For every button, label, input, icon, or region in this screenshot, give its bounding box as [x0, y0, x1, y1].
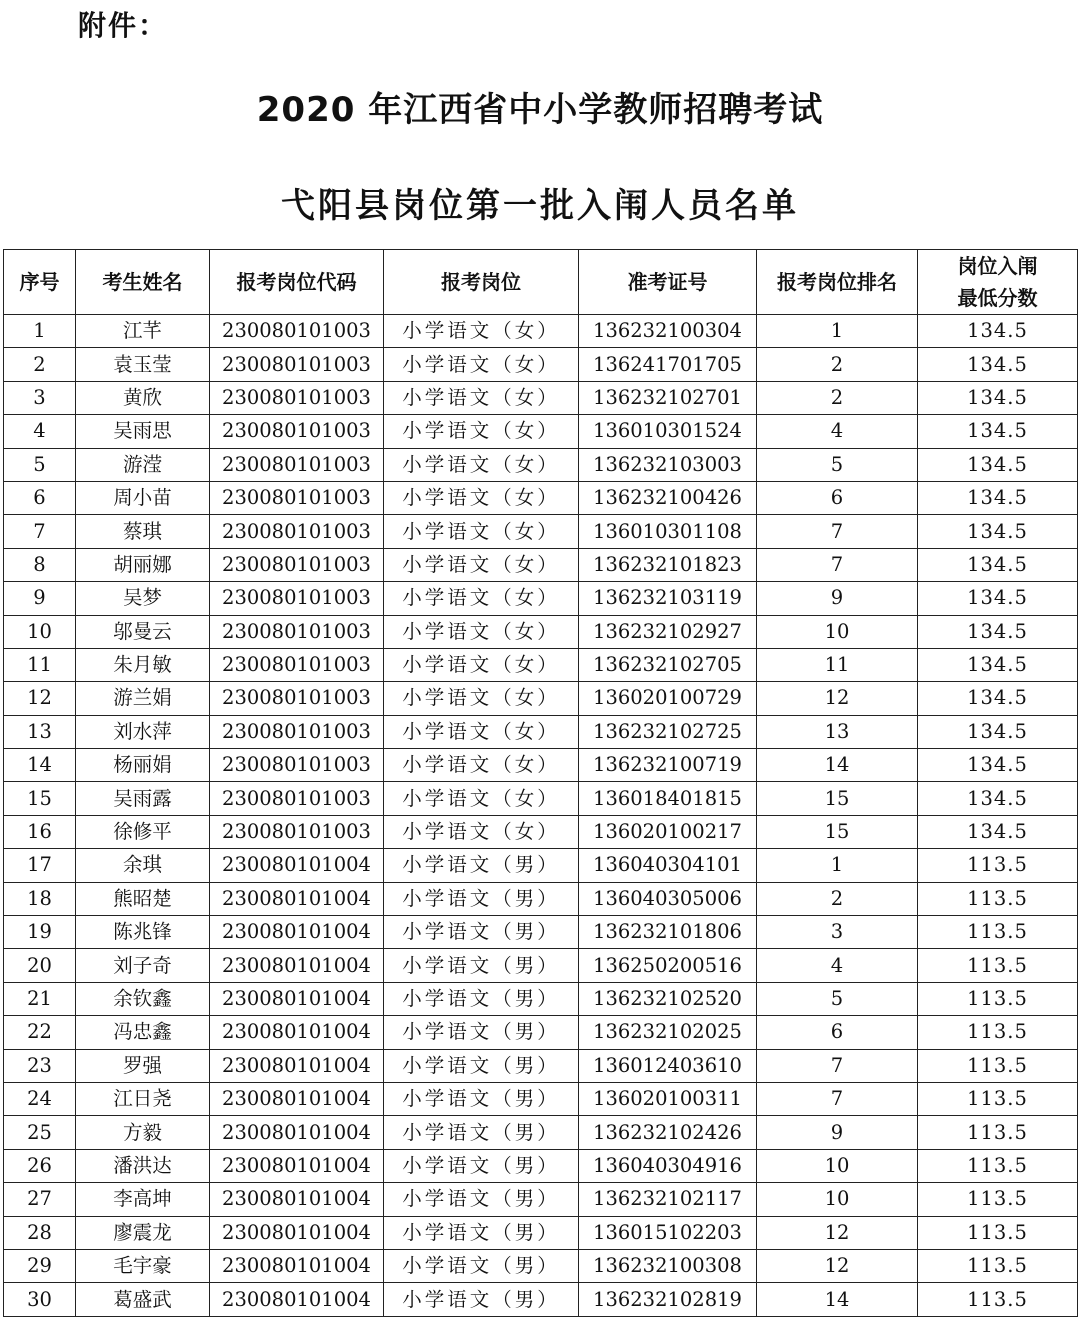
table-row: [4, 949, 1078, 982]
cell-min-score: 134.5: [918, 481, 1078, 514]
cell-name: 廖震龙: [76, 1216, 210, 1249]
table-row: [4, 1116, 1078, 1149]
cell-min-score: 113.5: [918, 1183, 1078, 1216]
table-row: [4, 582, 1078, 615]
cell-ticket-number: 136232102701: [579, 381, 757, 414]
table-row: [4, 715, 1078, 748]
cell-min-score: 113.5: [918, 1283, 1078, 1316]
cell-ticket-number: 136015102203: [579, 1216, 757, 1249]
cell-name: 吴雨思: [76, 415, 210, 448]
cell-name: 余琪: [76, 849, 210, 882]
cell-index: 23: [4, 1049, 76, 1082]
cell-index: 8: [4, 548, 76, 581]
column-header-index: 序号: [4, 250, 76, 315]
cell-ticket-number: 136232102819: [579, 1283, 757, 1316]
cell-ticket-number: 136232102025: [579, 1016, 757, 1049]
cell-index: 1: [4, 315, 76, 348]
document-subtitle: 弋阳县岗位第一批入闱人员名单: [281, 186, 799, 226]
cell-position: 小学语文（男）: [384, 1216, 579, 1249]
cell-min-score: 134.5: [918, 515, 1078, 548]
column-header-min-score-line2: 最低分数: [957, 286, 1038, 310]
cell-index: 24: [4, 1082, 76, 1115]
cell-rank: 10: [757, 1149, 918, 1182]
cell-rank: 7: [757, 515, 918, 548]
cell-position: 小学语文（男）: [384, 982, 579, 1015]
cell-index: 11: [4, 648, 76, 681]
cell-position-code: 230080101004: [210, 1082, 384, 1115]
table-row: [4, 348, 1078, 381]
cell-ticket-number: 136232103119: [579, 582, 757, 615]
cell-min-score: 134.5: [918, 648, 1078, 681]
table-row: [4, 1049, 1078, 1082]
cell-name: 方毅: [76, 1116, 210, 1149]
cell-name: 胡丽娜: [76, 548, 210, 581]
cell-position-code: 230080101004: [210, 949, 384, 982]
cell-position: 小学语文（女）: [384, 682, 579, 715]
cell-min-score: 113.5: [918, 982, 1078, 1015]
cell-rank: 4: [757, 415, 918, 448]
table-row: [4, 315, 1078, 348]
table-header-row: [4, 250, 1078, 315]
cell-index: 27: [4, 1183, 76, 1216]
table-row: [4, 381, 1078, 414]
cell-name: 吴雨露: [76, 782, 210, 815]
cell-position-code: 230080101003: [210, 515, 384, 548]
cell-rank: 14: [757, 1283, 918, 1316]
cell-ticket-number: 136010301108: [579, 515, 757, 548]
cell-index: 22: [4, 1016, 76, 1049]
cell-min-score: 134.5: [918, 615, 1078, 648]
cell-position-code: 230080101004: [210, 916, 384, 949]
cell-position-code: 230080101003: [210, 315, 384, 348]
cell-ticket-number: 136232100308: [579, 1249, 757, 1282]
cell-index: 14: [4, 749, 76, 782]
cell-position: 小学语文（女）: [384, 782, 579, 815]
cell-ticket-number: 136232103003: [579, 448, 757, 481]
column-header-min-score: [918, 250, 1078, 315]
cell-name: 冯忠鑫: [76, 1016, 210, 1049]
cell-name: 陈兆锋: [76, 916, 210, 949]
cell-min-score: 134.5: [918, 815, 1078, 848]
cell-min-score: 113.5: [918, 1216, 1078, 1249]
cell-position: 小学语文（男）: [384, 949, 579, 982]
cell-rank: 4: [757, 949, 918, 982]
cell-min-score: 134.5: [918, 448, 1078, 481]
cell-rank: 9: [757, 1116, 918, 1149]
cell-min-score: 113.5: [918, 1149, 1078, 1182]
cell-ticket-number: 136040304916: [579, 1149, 757, 1182]
table-row: [4, 682, 1078, 715]
cell-ticket-number: 136040305006: [579, 882, 757, 915]
cell-rank: 6: [757, 481, 918, 514]
cell-position-code: 230080101003: [210, 415, 384, 448]
cell-index: 30: [4, 1283, 76, 1316]
cell-ticket-number: 136232101806: [579, 916, 757, 949]
cell-position-code: 230080101003: [210, 481, 384, 514]
cell-ticket-number: 136250200516: [579, 949, 757, 982]
cell-name: 毛宇豪: [76, 1249, 210, 1282]
cell-ticket-number: 136232102520: [579, 982, 757, 1015]
cell-name: 余钦鑫: [76, 982, 210, 1015]
cell-name: 游滢: [76, 448, 210, 481]
cell-min-score: 113.5: [918, 882, 1078, 915]
table-row: [4, 916, 1078, 949]
cell-position: 小学语文（男）: [384, 916, 579, 949]
cell-index: 10: [4, 615, 76, 648]
table-row: [4, 1149, 1078, 1182]
cell-rank: 10: [757, 1183, 918, 1216]
cell-index: 16: [4, 815, 76, 848]
cell-rank: 12: [757, 1249, 918, 1282]
table-row: [4, 1249, 1078, 1282]
cell-rank: 11: [757, 648, 918, 681]
cell-min-score: 113.5: [918, 1249, 1078, 1282]
cell-index: 17: [4, 849, 76, 882]
cell-index: 9: [4, 582, 76, 615]
cell-min-score: 134.5: [918, 749, 1078, 782]
cell-position-code: 230080101004: [210, 1249, 384, 1282]
cell-position-code: 230080101003: [210, 582, 384, 615]
cell-index: 13: [4, 715, 76, 748]
cell-index: 28: [4, 1216, 76, 1249]
cell-name: 朱月敏: [76, 648, 210, 681]
cell-position: 小学语文（男）: [384, 1049, 579, 1082]
cell-rank: 7: [757, 1082, 918, 1115]
column-header-min-score-line1: 岗位入闱: [957, 254, 1038, 278]
cell-index: 4: [4, 415, 76, 448]
cell-position-code: 230080101003: [210, 749, 384, 782]
cell-position-code: 230080101003: [210, 782, 384, 815]
cell-rank: 15: [757, 782, 918, 815]
cell-min-score: 113.5: [918, 1049, 1078, 1082]
cell-min-score: 113.5: [918, 849, 1078, 882]
cell-ticket-number: 136232101823: [579, 548, 757, 581]
cell-ticket-number: 136012403610: [579, 1049, 757, 1082]
cell-name: 葛盛武: [76, 1283, 210, 1316]
cell-name: 刘水萍: [76, 715, 210, 748]
table-row: [4, 1082, 1078, 1115]
attachment-label: 附件：: [78, 9, 169, 42]
table-row: [4, 415, 1078, 448]
cell-name: 吴梦: [76, 582, 210, 615]
cell-name: 江日尧: [76, 1082, 210, 1115]
cell-position: 小学语文（男）: [384, 1082, 579, 1115]
cell-name: 杨丽娟: [76, 749, 210, 782]
cell-rank: 10: [757, 615, 918, 648]
cell-min-score: 134.5: [918, 715, 1078, 748]
cell-position: 小学语文（女）: [384, 648, 579, 681]
cell-ticket-number: 136232102725: [579, 715, 757, 748]
cell-rank: 15: [757, 815, 918, 848]
cell-position-code: 230080101003: [210, 682, 384, 715]
cell-rank: 2: [757, 882, 918, 915]
cell-ticket-number: 136020100217: [579, 815, 757, 848]
cell-index: 20: [4, 949, 76, 982]
cell-min-score: 113.5: [918, 1016, 1078, 1049]
cell-rank: 12: [757, 682, 918, 715]
cell-index: 5: [4, 448, 76, 481]
cell-position-code: 230080101004: [210, 1116, 384, 1149]
cell-position-code: 230080101004: [210, 1149, 384, 1182]
cell-min-score: 134.5: [918, 782, 1078, 815]
cell-name: 熊昭楚: [76, 882, 210, 915]
cell-position-code: 230080101003: [210, 448, 384, 481]
table-row: [4, 481, 1078, 514]
table-row: [4, 648, 1078, 681]
cell-rank: 3: [757, 916, 918, 949]
cell-min-score: 134.5: [918, 582, 1078, 615]
cell-position: 小学语文（女）: [384, 448, 579, 481]
cell-rank: 5: [757, 448, 918, 481]
cell-ticket-number: 136232102705: [579, 648, 757, 681]
cell-ticket-number: 136020100729: [579, 682, 757, 715]
cell-index: 6: [4, 481, 76, 514]
cell-name: 黄欣: [76, 381, 210, 414]
cell-rank: 1: [757, 849, 918, 882]
cell-ticket-number: 136232100426: [579, 481, 757, 514]
cell-position: 小学语文（女）: [384, 815, 579, 848]
cell-rank: 12: [757, 1216, 918, 1249]
cell-name: 徐修平: [76, 815, 210, 848]
cell-rank: 7: [757, 1049, 918, 1082]
cell-position-code: 230080101003: [210, 548, 384, 581]
cell-rank: 2: [757, 381, 918, 414]
cell-position-code: 230080101004: [210, 1183, 384, 1216]
table-row: [4, 615, 1078, 648]
cell-name: 刘子奇: [76, 949, 210, 982]
table-row: [4, 1216, 1078, 1249]
table-row: [4, 882, 1078, 915]
cell-position: 小学语文（男）: [384, 1283, 579, 1316]
column-header-rank: 报考岗位排名: [757, 250, 918, 315]
table-row: [4, 1016, 1078, 1049]
cell-position: 小学语文（男）: [384, 1116, 579, 1149]
cell-min-score: 134.5: [918, 415, 1078, 448]
cell-ticket-number: 136010301524: [579, 415, 757, 448]
cell-index: 18: [4, 882, 76, 915]
table-row: [4, 1183, 1078, 1216]
cell-position-code: 230080101003: [210, 381, 384, 414]
cell-min-score: 113.5: [918, 916, 1078, 949]
cell-ticket-number: 136232100304: [579, 315, 757, 348]
cell-min-score: 134.5: [918, 315, 1078, 348]
cell-position-code: 230080101003: [210, 715, 384, 748]
cell-index: 7: [4, 515, 76, 548]
document-title: 2020 年江西省中小学教师招聘考试: [256, 90, 824, 130]
cell-position: 小学语文（女）: [384, 715, 579, 748]
cell-position-code: 230080101004: [210, 882, 384, 915]
cell-rank: 2: [757, 348, 918, 381]
cell-position: 小学语文（女）: [384, 582, 579, 615]
cell-position-code: 230080101003: [210, 815, 384, 848]
table-row: [4, 448, 1078, 481]
column-header-position-code: 报考岗位代码: [210, 250, 384, 315]
cell-position: 小学语文（女）: [384, 348, 579, 381]
cell-position-code: 230080101004: [210, 849, 384, 882]
cell-ticket-number: 136232102426: [579, 1116, 757, 1149]
cell-position-code: 230080101004: [210, 1016, 384, 1049]
cell-ticket-number: 136018401815: [579, 782, 757, 815]
cell-index: 12: [4, 682, 76, 715]
cell-position: 小学语文（男）: [384, 1016, 579, 1049]
table-row: [4, 782, 1078, 815]
cell-position: 小学语文（女）: [384, 749, 579, 782]
cell-rank: 5: [757, 982, 918, 1015]
table-row: [4, 515, 1078, 548]
cell-name: 周小苗: [76, 481, 210, 514]
cell-ticket-number: 136241701705: [579, 348, 757, 381]
cell-ticket-number: 136232102117: [579, 1183, 757, 1216]
cell-position: 小学语文（男）: [384, 1183, 579, 1216]
cell-ticket-number: 136232100719: [579, 749, 757, 782]
cell-name: 袁玉莹: [76, 348, 210, 381]
cell-rank: 9: [757, 582, 918, 615]
cell-position-code: 230080101003: [210, 648, 384, 681]
cell-position-code: 230080101004: [210, 1216, 384, 1249]
cell-position: 小学语文（女）: [384, 515, 579, 548]
table-row: [4, 849, 1078, 882]
cell-index: 29: [4, 1249, 76, 1282]
table-row: [4, 1283, 1078, 1316]
table-row: [4, 815, 1078, 848]
cell-position-code: 230080101004: [210, 1283, 384, 1316]
cell-min-score: 134.5: [918, 682, 1078, 715]
cell-index: 2: [4, 348, 76, 381]
table-body: [4, 315, 1078, 1317]
cell-min-score: 113.5: [918, 949, 1078, 982]
cell-name: 邬曼云: [76, 615, 210, 648]
cell-position-code: 230080101003: [210, 615, 384, 648]
cell-position: 小学语文（男）: [384, 849, 579, 882]
cell-position: 小学语文（女）: [384, 481, 579, 514]
cell-ticket-number: 136020100311: [579, 1082, 757, 1115]
cell-name: 江芊: [76, 315, 210, 348]
cell-position: 小学语文（男）: [384, 882, 579, 915]
cell-index: 3: [4, 381, 76, 414]
cell-position: 小学语文（女）: [384, 548, 579, 581]
cell-name: 李高坤: [76, 1183, 210, 1216]
cell-position: 小学语文（女）: [384, 615, 579, 648]
cell-min-score: 134.5: [918, 348, 1078, 381]
column-header-ticket-number: 准考证号: [579, 250, 757, 315]
cell-index: 21: [4, 982, 76, 1015]
cell-name: 蔡琪: [76, 515, 210, 548]
cell-ticket-number: 136232102927: [579, 615, 757, 648]
cell-rank: 6: [757, 1016, 918, 1049]
cell-name: 罗强: [76, 1049, 210, 1082]
table-row: [4, 548, 1078, 581]
cell-position-code: 230080101004: [210, 982, 384, 1015]
cell-position-code: 230080101004: [210, 1049, 384, 1082]
cell-rank: 7: [757, 548, 918, 581]
cell-position: 小学语文（女）: [384, 415, 579, 448]
cell-min-score: 113.5: [918, 1116, 1078, 1149]
cell-position: 小学语文（男）: [384, 1149, 579, 1182]
candidate-table: [3, 249, 1078, 1317]
cell-position-code: 230080101003: [210, 348, 384, 381]
table-row: [4, 982, 1078, 1015]
cell-name: 游兰娟: [76, 682, 210, 715]
cell-index: 15: [4, 782, 76, 815]
cell-rank: 14: [757, 749, 918, 782]
cell-index: 26: [4, 1149, 76, 1182]
cell-min-score: 134.5: [918, 548, 1078, 581]
cell-rank: 1: [757, 315, 918, 348]
cell-position: 小学语文（女）: [384, 315, 579, 348]
cell-position: 小学语文（女）: [384, 381, 579, 414]
table-row: [4, 749, 1078, 782]
cell-ticket-number: 136040304101: [579, 849, 757, 882]
cell-index: 25: [4, 1116, 76, 1149]
column-header-position: 报考岗位: [384, 250, 579, 315]
column-header-name: 考生姓名: [76, 250, 210, 315]
cell-position: 小学语文（男）: [384, 1249, 579, 1282]
cell-index: 19: [4, 916, 76, 949]
cell-min-score: 113.5: [918, 1082, 1078, 1115]
cell-min-score: 134.5: [918, 381, 1078, 414]
cell-rank: 13: [757, 715, 918, 748]
cell-name: 潘洪达: [76, 1149, 210, 1182]
